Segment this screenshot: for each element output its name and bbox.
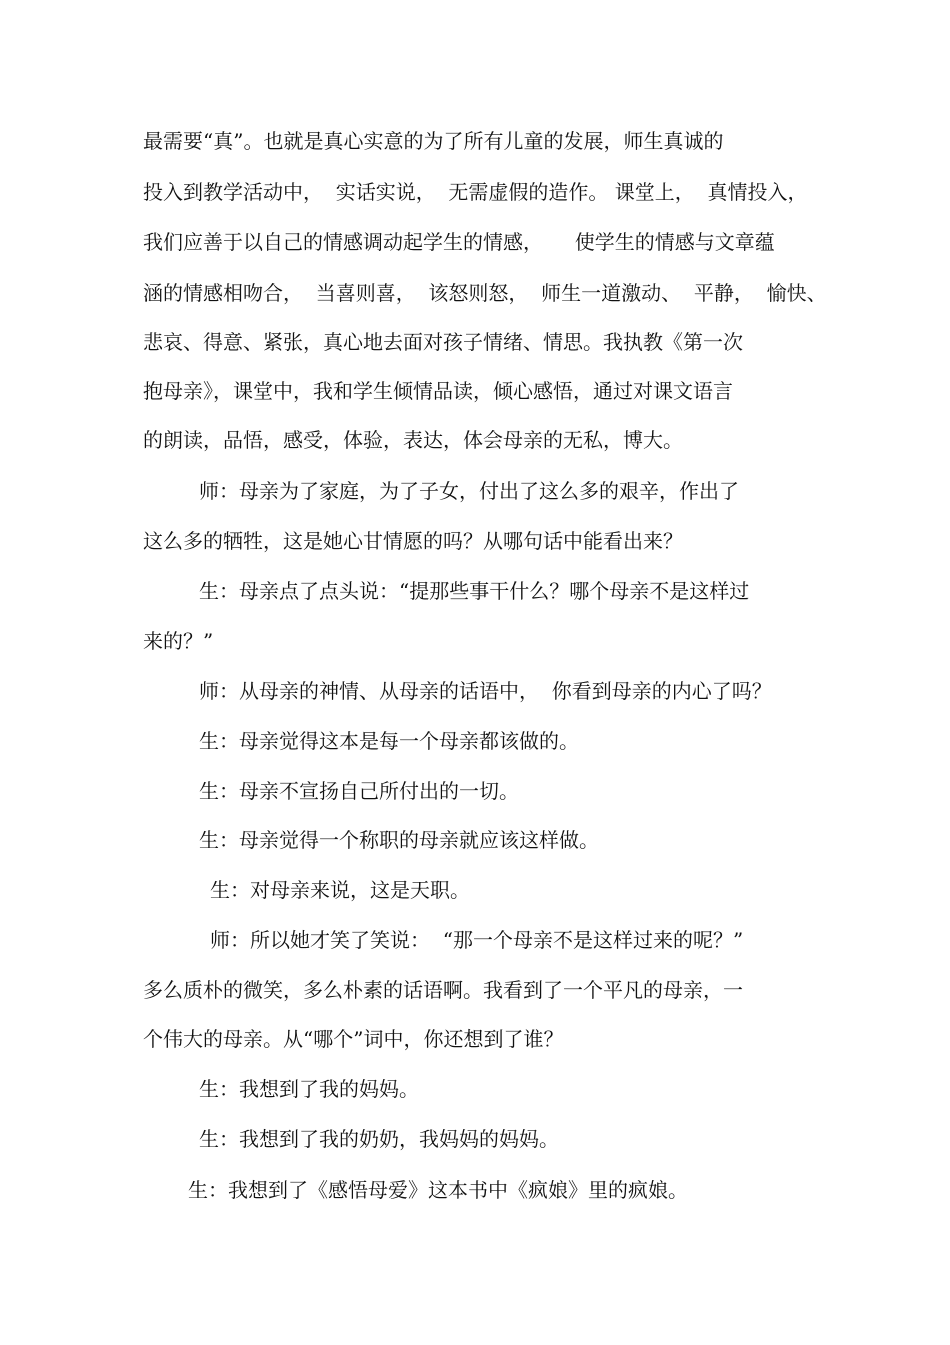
text-line: 个伟大的母亲。从“哪个”词中，你还想到了谁？ [143,1027,564,1051]
text-line: 师：所以她才笑了笑说： “那一个母亲不是这样过来的呢？” [210,928,744,952]
text-line: 的朗读，品悟，感受，体验，表达，体会母亲的无私，博大。 [143,428,683,452]
text-line: 最需要“真”。也就是真心实意的为了所有儿童的发展，师生真诚的 [143,129,724,153]
text-line: 这么多的牺牲，这是她心甘情愿的吗？从哪句话中能看出来？ [143,529,683,553]
text-line: 生：我想到了我的妈妈。 [199,1077,419,1101]
text-line: 来的？” [143,629,214,653]
text-line: 我们应善于以自己的情感调动起学生的情感， 使学生的情感与文章蕴 [143,230,775,254]
text-line: 生：对母亲来说，这是天职。 [210,878,470,902]
text-line: 师：从母亲的神情、从母亲的话语中， 你看到母亲的内心了吗？ [199,679,772,703]
text-line: 抱母亲》，课堂中，我和学生倾情品读，倾心感悟，通过对课文语言 [143,379,733,403]
text-line: 生：母亲不宣扬自己所付出的一切。 [199,779,519,803]
text-line: 投入到教学活动中， 实话实说， 无需虚假的造作。 课堂上， 真情投入， [143,180,808,204]
text-line: 生：母亲觉得这本是每一个母亲都该做的。 [199,729,579,753]
text-line: 生：我想到了我的奶奶，我妈妈的妈妈。 [199,1127,559,1151]
text-line: 生：母亲觉得一个称职的母亲就应该这样做。 [199,828,599,852]
text-line: 生：母亲点了点头说：“提那些事干什么？哪个母亲不是这样过 [199,579,750,603]
text-line: 师：母亲为了家庭，为了子女，付出了这么多的艰辛，作出了 [199,479,739,503]
text-line: 生：我想到了《感悟母爱》这本书中《疯娘》里的疯娘。 [188,1178,688,1202]
text-line: 涵的情感相吻合， 当喜则喜， 该怒则怒， 师生一道激动、 平静， 愉快、 [143,281,827,305]
text-line: 多么质朴的微笑，多么朴素的话语啊。我看到了一个平凡的母亲，一 [143,978,743,1002]
text-line: 悲哀、得意、紧张，真心地去面对孩子情绪、情思。我执教《第一次 [143,330,743,354]
